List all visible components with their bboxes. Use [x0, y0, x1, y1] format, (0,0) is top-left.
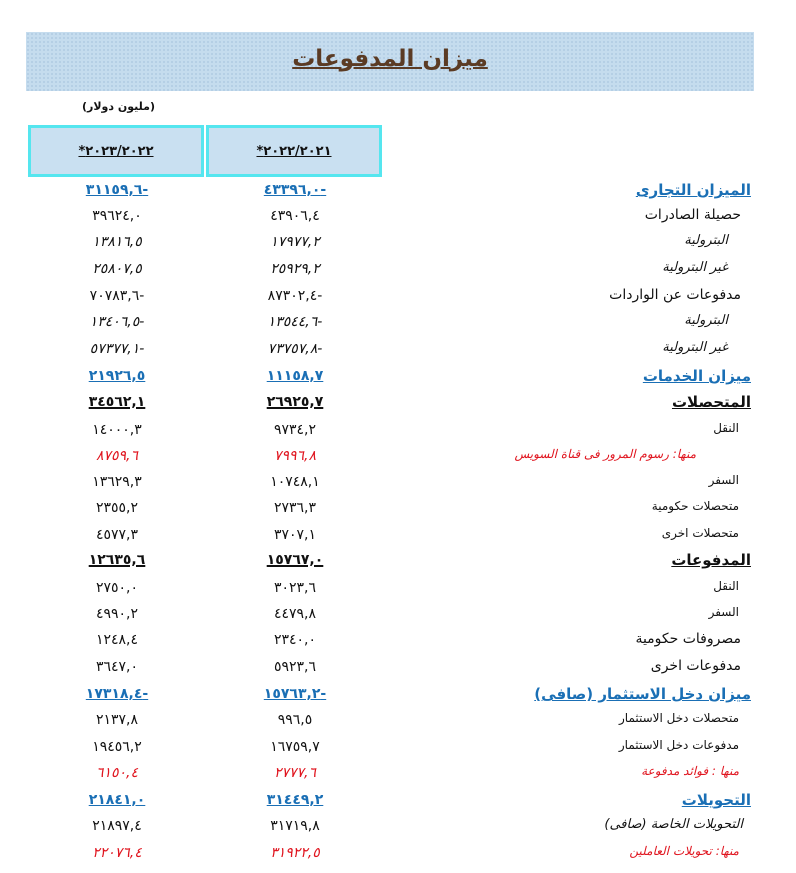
table-row [0, 737, 796, 763]
value-2022-2023: ١٢٦٣٥,٦ [88, 552, 146, 568]
table-row [0, 657, 796, 683]
table-row [0, 525, 796, 551]
value-2021-2022: ٧٣٧٥٧,٨- [267, 341, 323, 357]
value-2022-2023: ١٣٨١٦,٥ [92, 234, 142, 250]
table-row [0, 816, 796, 842]
value-2021-2022: ١٦٧٥٩,٧ [270, 739, 320, 755]
value-2021-2022: ٨٧٣٠٢,٤- [267, 288, 323, 304]
table-row-investment-income-balance [0, 684, 796, 710]
value-2022-2023: ٣٩٦٢٤,٠ [92, 208, 142, 224]
unit-label: (مليون دولار) [82, 100, 155, 113]
value-2021-2022: ٣٧٠٧,١ [273, 527, 317, 543]
value-2021-2022: ١٥٧٦٧,٠ [266, 552, 324, 568]
value-2022-2023: ٣٦٤٧,٠ [95, 659, 139, 675]
value-2021-2022: ٤٣٩٠٦,٤ [270, 208, 320, 224]
row-label: النقل [713, 579, 739, 593]
value-2022-2023: ٢١٨٩٧,٤ [92, 818, 142, 834]
page-title: ميزان المدفوعات [292, 46, 488, 72]
value-2021-2022: ٤٣٣٩٦,٠- [263, 182, 327, 198]
row-label: البترولية [684, 313, 728, 328]
column-header-label: *٢٠٢٣/٢٠٢٢ [78, 143, 154, 159]
row-label: ميزان دخل الاستثمار (صافى) [534, 685, 751, 703]
value-2021-2022: ٧٩٩٦,٨ [273, 448, 317, 464]
row-label: التحويلات [681, 791, 751, 809]
row-label: السفر [708, 473, 739, 487]
row-label: منها: تحويلات العاملين [629, 844, 739, 858]
value-2022-2023: ٧٠٧٨٣,٦- [89, 288, 145, 304]
table-row [0, 710, 796, 736]
table-row-payments [0, 550, 796, 576]
row-label: ميزان الخدمات [642, 367, 751, 385]
value-2022-2023: ٢١٩٢٦,٥ [88, 368, 146, 384]
row-label: التحويلات الخاصة (صافى) [604, 817, 743, 832]
table-row-receipts [0, 392, 796, 418]
row-label: مدفوعات دخل الاستثمار [618, 738, 739, 752]
table-row-note [0, 763, 796, 789]
table-row [0, 630, 796, 656]
table-row-services-balance [0, 366, 796, 392]
row-label: مدفوعات اخرى [650, 658, 741, 674]
value-2022-2023: ٥٧٣٧٧,١- [89, 341, 145, 357]
value-2022-2023: ٢١٣٧,٨ [95, 712, 139, 728]
table-row [0, 420, 796, 446]
value-2022-2023: ١٣٦٢٩,٣ [92, 474, 142, 490]
row-label: البترولية [684, 233, 728, 248]
table-row [0, 206, 796, 232]
value-2022-2023: ٢٧٥٠,٠ [95, 580, 139, 596]
value-2021-2022: ٢٣٤٠,٠ [273, 632, 317, 648]
table-row [0, 604, 796, 630]
value-2021-2022: ٤٤٧٩,٨ [273, 606, 317, 622]
value-2022-2023: ٦١٥٠,٤ [95, 765, 139, 781]
value-2022-2023: ١٢٤٨,٤ [95, 632, 139, 648]
row-label: حصيلة الصادرات [644, 207, 741, 223]
value-2021-2022: ٢٦٩٢٥,٧ [266, 394, 324, 410]
value-2022-2023: ٨٧٥٩,٦ [95, 448, 139, 464]
column-header-2022-2023 [28, 125, 204, 177]
table-row-note [0, 843, 796, 869]
value-2022-2023: ٢٣٥٥,٢ [95, 500, 139, 516]
table-row [0, 312, 796, 338]
row-label: الميزان التجارى [635, 181, 751, 199]
table-row [0, 578, 796, 604]
table-row [0, 339, 796, 365]
row-label: متحصلات اخرى [661, 526, 739, 540]
value-2021-2022: ٢٧٣٦,٣ [273, 500, 317, 516]
value-2022-2023: ١٩٤٥٦,٢ [92, 739, 142, 755]
row-label: منها: رسوم المرور فى قناة السويس [514, 447, 696, 461]
table-row [0, 259, 796, 285]
value-2021-2022: ١٥٧٦٣,٢- [263, 686, 327, 702]
row-label: غير البترولية [662, 260, 728, 275]
table-row [0, 286, 796, 312]
value-2021-2022: ٣١٧١٩,٨ [270, 818, 320, 834]
value-2021-2022: ٥٩٢٣,٦ [273, 659, 317, 675]
value-2021-2022: ٩٧٣٤,٢ [273, 422, 317, 438]
table-row-note [0, 446, 796, 472]
value-2022-2023: ٢٢٠٧٦,٤ [92, 845, 142, 861]
value-2021-2022: ١٠٧٤٨,١ [270, 474, 320, 490]
value-2021-2022: ٣١٩٢٢,٥ [270, 845, 320, 861]
table-row [0, 472, 796, 498]
row-label: مصروفات حكومية [635, 631, 741, 647]
value-2022-2023: ٣٤٥٦٢,١ [88, 394, 146, 410]
value-2022-2023: ١٤٠٠٠,٣ [92, 422, 142, 438]
value-2021-2022: ١٧٩٧٧,٢ [270, 234, 320, 250]
value-2021-2022: ١٣٥٤٤,٦- [267, 314, 323, 330]
row-label: المتحصلات [671, 393, 751, 411]
value-2022-2023: ٣١١٥٩,٦- [85, 182, 149, 198]
value-2022-2023: ٤٩٩٠,٢ [95, 606, 139, 622]
value-2021-2022: ١١١٥٨,٧ [266, 368, 324, 384]
value-2022-2023: ١٧٣١٨,٤- [85, 686, 149, 702]
value-2021-2022: ٣٠٢٣,٦ [273, 580, 317, 596]
row-label: مدفوعات عن الواردات [609, 287, 741, 303]
column-header-2021-2022 [206, 125, 382, 177]
row-label: متحصلات حكومية [651, 499, 739, 513]
table-row-trade-balance [0, 180, 796, 206]
value-2021-2022: ٩٩٦,٥ [277, 712, 313, 728]
row-label: النقل [713, 421, 739, 435]
row-label: المدفوعات [671, 551, 751, 569]
table-row [0, 232, 796, 258]
table-row [0, 498, 796, 524]
value-2021-2022: ٢٥٩٢٩,٢ [270, 261, 320, 277]
value-2022-2023: ٢٥٨٠٧,٥ [92, 261, 142, 277]
row-label: منها : فوائد مدفوعة [641, 764, 739, 778]
table-row-transfers [0, 790, 796, 816]
column-header-label: *٢٠٢٢/٢٠٢١ [256, 143, 332, 159]
value-2022-2023: ٤٥٧٧,٣ [95, 527, 139, 543]
value-2022-2023: ١٣٤٠٦,٥- [89, 314, 145, 330]
row-label: غير البترولية [662, 340, 728, 355]
value-2021-2022: ٢٧٧٧,٦ [273, 765, 317, 781]
value-2021-2022: ٣١٤٤٩,٢ [266, 792, 324, 808]
title-banner [26, 32, 754, 91]
row-label: السفر [708, 605, 739, 619]
value-2022-2023: ٢١٨٤١,٠ [88, 792, 146, 808]
row-label: متحصلات دخل الاستثمار [619, 711, 739, 725]
